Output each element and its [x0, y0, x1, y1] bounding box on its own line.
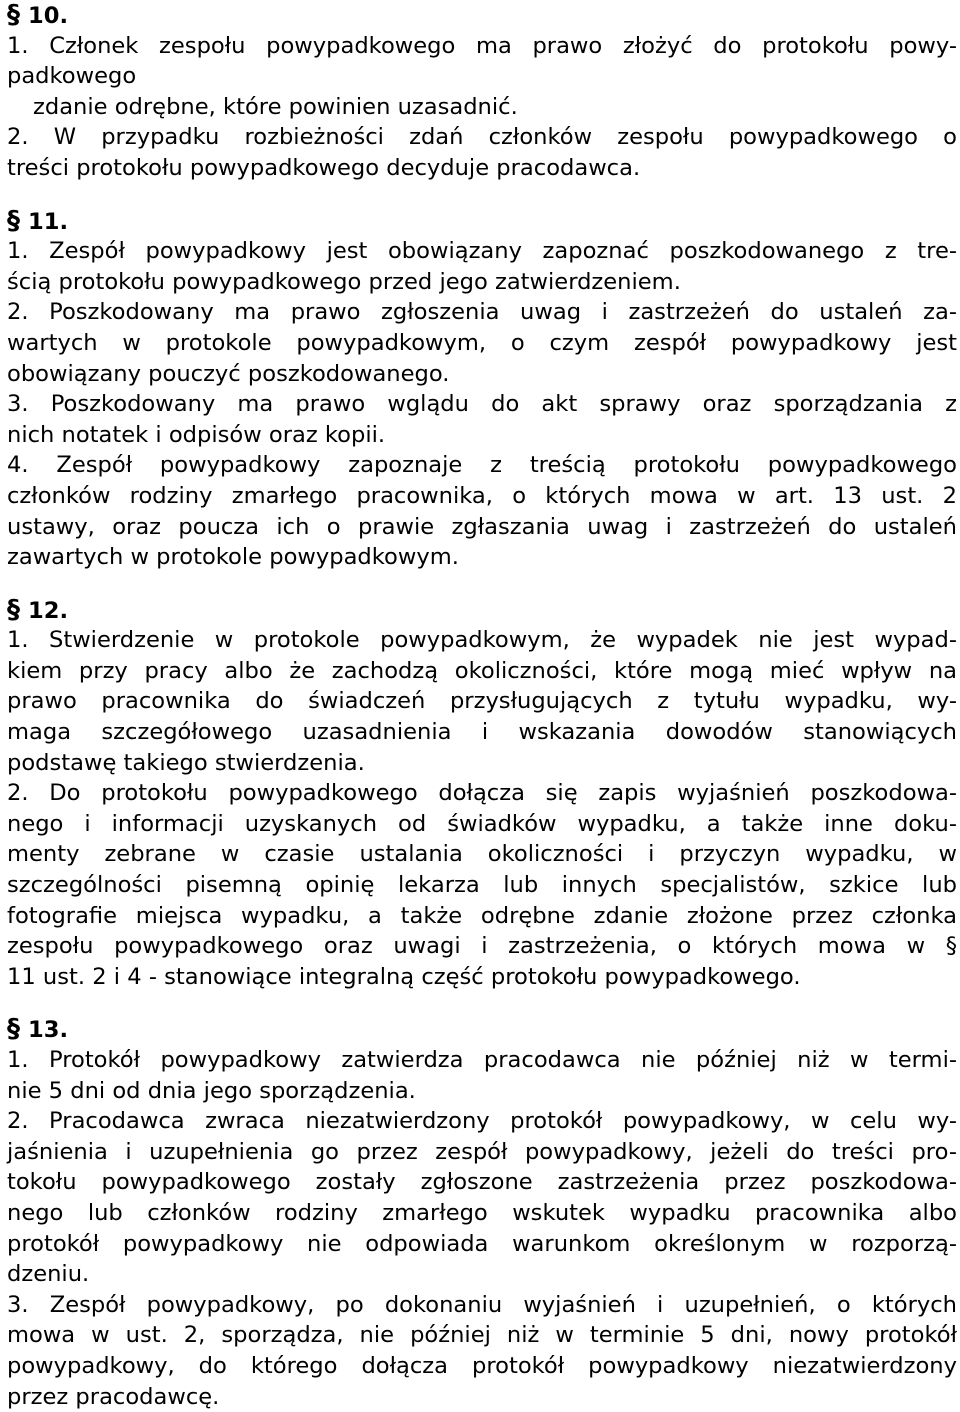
text-line: tokołu powypadkowego zostały zgłoszone zastrzeżenia przez poszkodowa-: [7, 1169, 957, 1196]
section-symbol: §: [7, 0, 20, 30]
text-line: nich notatek i odpisów oraz kopii.: [7, 421, 386, 448]
section-number: 13.: [28, 1017, 69, 1044]
text-line: kiem przy pracy albo że zachodzą okoliczności, które mogą mieć wpływ na: [7, 657, 957, 684]
section-heading: [7, 206, 957, 237]
text-line: zdanie odrębne, które powinien uzasadnić.: [33, 93, 518, 120]
section-heading: [7, 595, 957, 626]
text-line: maga szczegółowego uzasadnienia i wskazania dowodów stanowiących: [7, 719, 957, 746]
text-line: 3. Zespół powypadkowy, po dokonaniu wyjaśnień i uzupełnień, o których: [7, 1291, 957, 1318]
text-line: zespołu powypadkowego oraz uwagi i zastrzeżenia, o których mowa w §: [7, 933, 957, 960]
text-line: prawo pracownika do świadczeń przysługujących z tytułu wypadku, wy-: [7, 688, 957, 715]
text-line: jaśnienia i uzupełnienia go przez zespół powypadkowy, jeżeli do treści pro-: [7, 1138, 957, 1165]
text-line: ustawy, oraz poucza ich o prawie zgłaszania uwag i zastrzeżeń do ustaleń: [7, 513, 957, 540]
text-line: protokół powypadkowy nie odpowiada warunkom określonym w rozporzą-: [7, 1230, 957, 1257]
section-number: 12.: [28, 597, 69, 624]
text-line: 1. Członek zespołu powypadkowego ma prawo złożyć do protokołu powy-: [7, 32, 957, 59]
section-symbol: §: [7, 1014, 20, 1045]
text-line: 2. Do protokołu powypadkowego dołącza się zapis wyjaśnień poszkodowa-: [7, 780, 957, 807]
text-line: 4. Zespół powypadkowy zapoznaje z treścią protokołu powypadkowego: [7, 452, 957, 479]
section-number: 11.: [28, 208, 69, 235]
section-number: 10.: [28, 3, 69, 29]
text-line: 1. Zespół powypadkowy jest obowiązany zapoznać poszkodowanego z tre-: [7, 238, 957, 265]
text-line: 1. Protokół powypadkowy zatwierdza pracodawca nie później niż w termi-: [7, 1047, 957, 1073]
text-line: treści protokołu powypadkowego decyduje pracodawca.: [7, 154, 641, 181]
text-line: nego lub członków rodziny zmarłego wskutek wypadku pracownika albo: [7, 1199, 957, 1226]
text-line: zawartych w protokole powypadkowym.: [7, 544, 459, 571]
text-line: powypadkowy, do którego dołącza protokół powypadkowy niezatwierdzony: [7, 1352, 957, 1379]
text-line: 2. W przypadku rozbieżności zdań członków zespołu powypadkowego o: [7, 124, 957, 151]
text-line: wartych w protokole powypadkowym, o czym zespół powypadkowy jest: [7, 329, 957, 356]
section-heading: [7, 0, 957, 31]
text-line: szczególności pisemną opinię lekarza lub innych specjalistów, szkice lub: [7, 872, 957, 899]
text-line: podstawę takiego stwierdzenia.: [7, 749, 365, 776]
section-gap: [7, 184, 957, 206]
section-gap: [7, 992, 957, 1014]
text-line: menty zebrane w czasie ustalania okoliczności i przyczyn wypadku, w: [7, 841, 957, 868]
section-gap: [7, 573, 957, 595]
text-line: nie 5 dni od dnia jego sporządzenia.: [7, 1077, 416, 1104]
section-symbol: §: [7, 205, 20, 236]
text-line: fotografie miejsca wypadku, a także odrębne zdanie złożone przez członka: [7, 902, 957, 929]
text-line: członków rodziny zmarłego pracownika, o których mowa w art. 13 ust. 2: [7, 482, 957, 509]
text-line: dzeniu.: [7, 1261, 90, 1288]
text-line: 2. Poszkodowany ma prawo zgłoszenia uwag i zastrzeżeń do ustaleń za-: [7, 299, 957, 326]
text-line: nego i informacji uzyskanych od świadków wypadku, a także inne doku-: [7, 810, 957, 837]
text-line: padkowego: [7, 63, 137, 90]
text-line: obowiązany pouczyć poszkodowanego.: [7, 360, 450, 387]
document-page: [7, 0, 957, 1412]
text-line: 11 ust. 2 i 4 - stanowiące integralną część protokołu powypadkowego.: [7, 963, 801, 990]
text-line: 3. Poszkodowany ma prawo wglądu do akt sprawy oraz sporządzania z: [7, 391, 957, 418]
text-line: przez pracodawcę.: [7, 1383, 220, 1410]
text-line: ścią protokołu powypadkowego przed jego zatwierdzeniem.: [7, 268, 681, 295]
text-line: mowa w ust. 2, sporządza, nie później niż w terminie 5 dni, nowy protokół: [7, 1322, 957, 1349]
section-symbol: §: [7, 594, 20, 625]
text-line: 1. Stwierdzenie w protokole powypadkowym, że wypadek nie jest wypad-: [7, 627, 957, 654]
section-heading: [7, 1014, 957, 1045]
text-line: 2. Pracodawca zwraca niezatwierdzony protokół powypadkowy, w celu wy-: [7, 1108, 957, 1135]
